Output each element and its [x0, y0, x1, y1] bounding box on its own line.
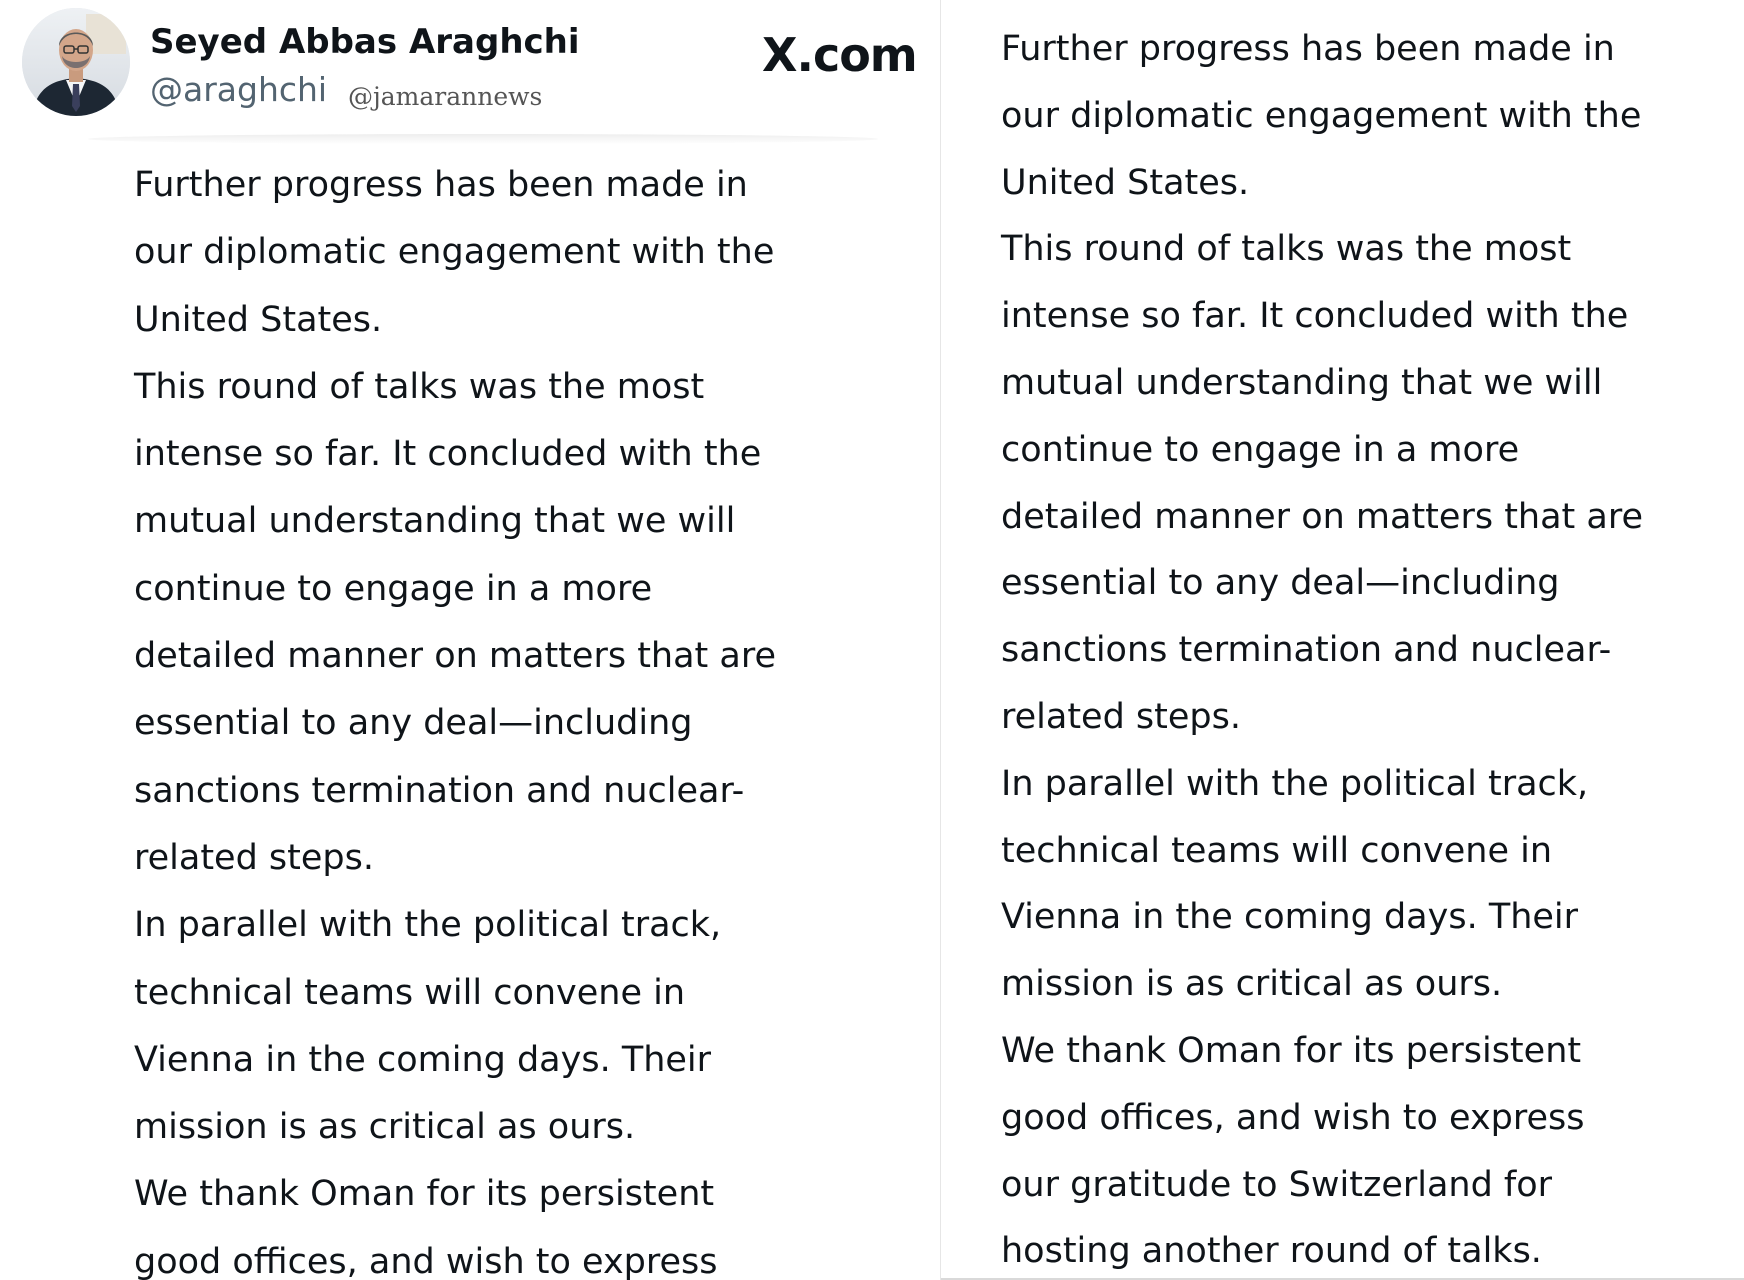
tweet-line: Further progress has been made in — [1001, 29, 1615, 69]
tweet-line: United States. — [134, 299, 383, 340]
tweet-line: related steps. — [134, 837, 374, 878]
tweet-line: mission is as critical as ours. — [134, 1107, 636, 1148]
tweet-line: essential to any deal—including — [1001, 563, 1560, 604]
tweet-line: Vienna in the coming days. Their — [1001, 897, 1579, 938]
tweet-line: good offices, and wish to express — [1001, 1097, 1585, 1138]
tweet-line: continue to engage in a more — [134, 568, 653, 609]
watermark-handle: @jamarannews — [348, 82, 543, 111]
tweet-line: our gratitude to Switzerland for — [1001, 1164, 1553, 1205]
tweet-line: mission is as critical as ours. — [1001, 964, 1503, 1005]
tweet-line: United States. — [1001, 162, 1250, 203]
tweet-line: sanctions termination and nuclear- — [1001, 630, 1612, 671]
tweet-line: hosting another round of talks. — [1001, 1231, 1542, 1272]
person-photo-icon — [22, 8, 130, 116]
tweet-line: Vienna in the coming days. Their — [134, 1039, 712, 1080]
author-handle[interactable]: @araghchi — [150, 70, 328, 109]
tweet-line: detailed manner on matters that are — [134, 636, 776, 677]
tweet-line: mutual understanding that we will — [134, 501, 736, 542]
tweet-line: detailed manner on matters that are — [1001, 496, 1643, 537]
tweet-line: our diplomatic engagement with the — [134, 232, 775, 273]
author-avatar[interactable] — [22, 8, 130, 116]
tweet-line: In parallel with the political track, — [1001, 763, 1589, 804]
author-name[interactable]: Seyed Abbas Araghchi — [150, 22, 580, 62]
tweet-line: essential to any deal—including — [134, 703, 693, 744]
tweet-line: continue to engage in a more — [1001, 429, 1520, 470]
tweet-body-left — [134, 152, 776, 1280]
tweet-body-right — [1001, 16, 1643, 1280]
x-logo-badge: X.com — [762, 28, 917, 82]
tweet-screenshot-right — [940, 0, 1744, 1280]
tweet-line: sanctions termination and nuclear- — [134, 770, 745, 811]
tweet-line: intense so far. It concluded with the — [1001, 296, 1629, 337]
tweet-line: intense so far. It concluded with the — [134, 434, 762, 475]
tweet-line: technical teams will convene in — [134, 972, 686, 1013]
tweet-line: This round of talks was the most — [1001, 229, 1572, 270]
tweet-line: related steps. — [1001, 696, 1241, 737]
tweet-line: In parallel with the political track, — [134, 905, 722, 946]
tweet-line: good offices, and wish to express — [134, 1241, 718, 1280]
tweet-line: We thank Oman for its persistent — [1001, 1030, 1582, 1071]
tweet-line: We thank Oman for its persistent — [134, 1174, 715, 1215]
tweet-header — [22, 8, 922, 128]
tweet-line: our diplomatic engagement with the — [1001, 95, 1642, 136]
tweet-line: This round of talks was the most — [134, 366, 705, 407]
tweet-line: technical teams will convene in — [1001, 830, 1553, 871]
tweet-line: Further progress has been made in — [134, 165, 748, 205]
header-divider-shadow — [88, 134, 878, 144]
tweet-line: mutual understanding that we will — [1001, 362, 1603, 403]
